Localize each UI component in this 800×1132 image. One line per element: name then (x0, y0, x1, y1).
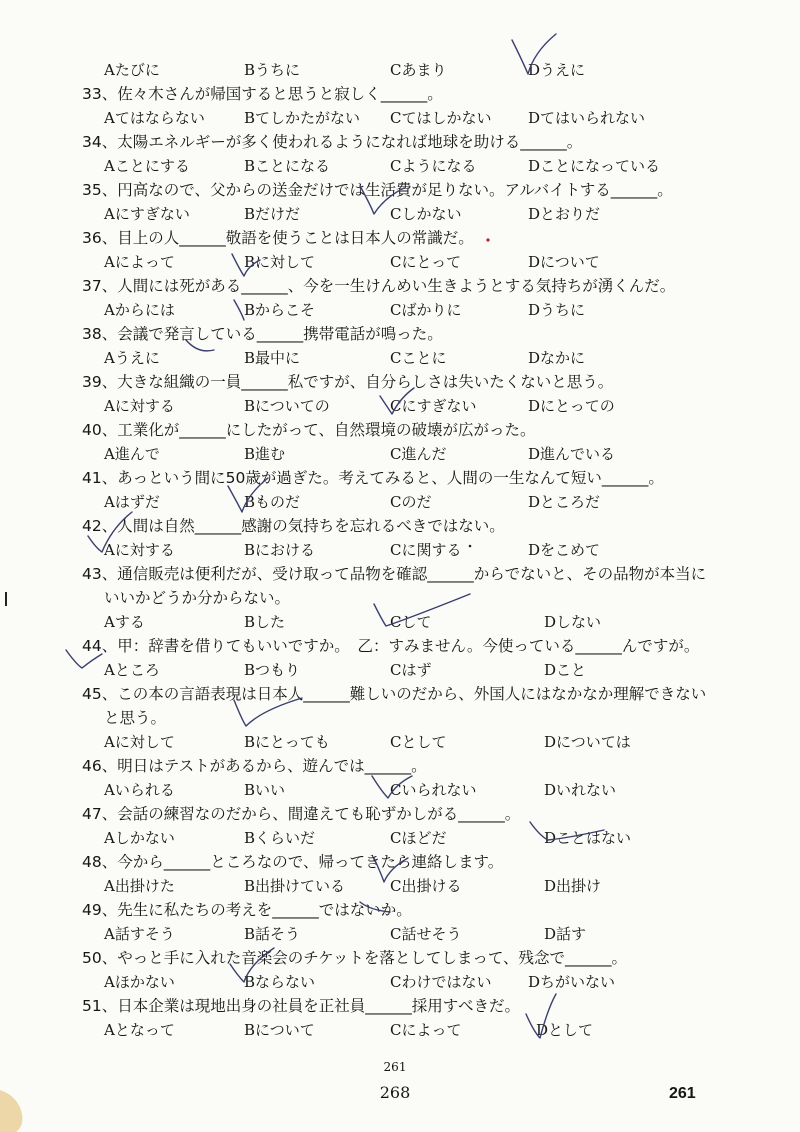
option-a: Aことにする (104, 157, 190, 175)
question-37-options (104, 298, 664, 322)
question-number: 47 、 (82, 805, 117, 823)
option-a: Aからには (104, 301, 175, 319)
question-number: 45 、 (82, 685, 117, 703)
option-b: Bものだ (244, 493, 301, 511)
question-43 (82, 562, 722, 586)
question-number: 48 、 (82, 853, 117, 871)
question-number: 36 、 (82, 229, 117, 247)
question-number: 43 、 (82, 565, 117, 583)
option-c: Cほどだ (390, 829, 447, 847)
option-c: Cあまり (390, 61, 447, 79)
question-47-options (104, 826, 664, 850)
question-43-continuation: いいかどうか分からない。 (104, 589, 291, 607)
page-number-bold: 261 (669, 1085, 696, 1102)
question-36 (82, 226, 722, 250)
option-d: Dなかに (528, 349, 586, 367)
question-number: 35 、 (82, 181, 117, 199)
option-b: B最中に (244, 349, 301, 367)
option-a: Aほかない (104, 973, 175, 991)
option-c: Cのだ (390, 493, 432, 511)
option-d: Dについて (528, 253, 600, 271)
question-48-options (104, 874, 664, 898)
option-b: Bことになる (244, 157, 331, 175)
question-number: 51 、 (82, 997, 117, 1015)
option-b: Bにおける (244, 541, 316, 559)
question-number: 41 、 (82, 469, 117, 487)
option-c: C進んだ (390, 445, 447, 463)
question-33 (82, 82, 722, 106)
option-c: C話せそう (390, 925, 462, 943)
question-49 (82, 898, 722, 922)
option-b: Bした (244, 613, 286, 631)
option-a: Aたびに (104, 61, 160, 79)
option-d: Dいれない (544, 781, 617, 799)
question-33-options (104, 106, 664, 130)
question-stem: 人間は自然______感謝の気持ちを忘れるべきではない。 (117, 517, 505, 535)
question-48 (82, 850, 722, 874)
option-a: Aに対する (104, 541, 175, 559)
question-39 (82, 370, 722, 394)
question-37 (82, 274, 722, 298)
prev-question-options (104, 58, 664, 82)
question-40 (82, 418, 722, 442)
page-number-mid: 268 (379, 1083, 411, 1102)
question-45 (82, 682, 722, 706)
option-a: Aに対する (104, 397, 175, 415)
question-36-options (104, 250, 664, 274)
question-stem: 甲：辞書を借りてもいいですか。 乙：すみません。今使っている______んですが。 (117, 637, 700, 655)
question-43-options (104, 610, 664, 634)
option-b: B進む (244, 445, 286, 463)
option-a: Aにすぎない (104, 205, 190, 223)
question-51 (82, 994, 722, 1018)
option-c: Cばかりに (390, 301, 462, 319)
option-c: Cわけではない (390, 973, 492, 991)
option-b: Bならない (244, 973, 316, 991)
page-number-small: 261 (383, 1060, 407, 1074)
question-50 (82, 946, 722, 970)
option-d: Dてはいられない (528, 109, 646, 127)
question-number: 39 、 (82, 373, 117, 391)
option-c: Cとして (390, 733, 447, 751)
option-a: Aところ (104, 661, 160, 679)
option-b: B出掛けている (244, 877, 346, 895)
question-number: 44 、 (82, 637, 117, 655)
option-b: Bくらいだ (244, 829, 316, 847)
option-d: Dうちに (528, 301, 586, 319)
question-42 (82, 514, 722, 538)
option-b: Bうちに (244, 61, 301, 79)
question-35-options (104, 202, 664, 226)
question-stem: 大きな組織の一員______私ですが、自分らしさは失いたくないと思う。 (117, 373, 614, 391)
question-stem: 円高なので、父からの送金だけでは生活費が足りない。アルバイトする______。 (117, 181, 673, 199)
question-34 (82, 130, 722, 154)
question-38-options (104, 346, 664, 370)
option-a: Aとなって (104, 1021, 175, 1039)
question-number: 33 、 (82, 85, 117, 103)
option-d: Dところだ (528, 493, 601, 511)
option-c: Cにとって (390, 253, 462, 271)
paper-stain (0, 1080, 40, 1132)
option-c: Cに関する (390, 541, 462, 559)
option-d: Dとして (536, 1021, 594, 1039)
option-b: Bつもり (244, 661, 301, 679)
question-stem: 太陽エネルギーが多く使われるようになれば地球を助ける______。 (117, 133, 583, 151)
question-stem: 先生に私たちの考えを______ではないか。 (117, 901, 412, 919)
question-40-options (104, 442, 664, 466)
option-d: Dこと (544, 661, 587, 679)
question-39-options (104, 394, 664, 418)
option-b: Bに対して (244, 253, 316, 271)
option-c: Cにすぎない (390, 397, 477, 415)
question-number: 40 、 (82, 421, 117, 439)
question-number: 38 、 (82, 325, 117, 343)
question-47 (82, 802, 722, 826)
option-a: A進んで (104, 445, 160, 463)
option-a: Aうえに (104, 349, 160, 367)
question-49-options (104, 922, 664, 946)
question-35 (82, 178, 722, 202)
question-44-options (104, 658, 664, 682)
option-c: C出掛ける (390, 877, 462, 895)
question-stem: 工業化が______にしたがって、自然環境の破壊が広がった。 (117, 421, 536, 439)
question-stem: 目上の人______敬語を使うことは日本人の常識だ。 (117, 229, 474, 247)
option-d: Dちがいない (528, 973, 616, 991)
option-a: Aする (104, 613, 145, 631)
option-c: Cようになる (390, 157, 477, 175)
option-c: Cことに (390, 349, 447, 367)
question-50-options (104, 970, 664, 994)
question-45-continuation: と思う。 (104, 709, 167, 727)
option-a: Aに対して (104, 733, 175, 751)
question-42-options (104, 538, 664, 562)
question-number: 46 、 (82, 757, 117, 775)
option-d: D話す (544, 925, 587, 943)
option-d: Dについては (544, 733, 631, 751)
question-number: 34 、 (82, 133, 117, 151)
option-c: Cしかない (390, 205, 462, 223)
question-stem: あっという間に50歳が過ぎた。考えてみると、人間の一生なんて短い______。 (117, 469, 664, 487)
option-a: Aてはならない (104, 109, 205, 127)
option-d: Dとおりだ (528, 205, 601, 223)
option-d: D出掛け (544, 877, 602, 895)
question-41-options (104, 490, 664, 514)
option-a: A出掛けた (104, 877, 175, 895)
option-a: Aによって (104, 253, 175, 271)
option-d: Dうえに (528, 61, 586, 79)
question-46-options (104, 778, 664, 802)
question-number: 50 、 (82, 949, 117, 967)
option-d: Dことになっている (528, 157, 661, 175)
option-c: Cして (390, 613, 432, 631)
option-b: Bいい (244, 781, 286, 799)
option-b: Bからこそ (244, 301, 316, 319)
question-stem: 通信販売は便利だが、受け取って品物を確認______からでないと、その品物が本当に (117, 565, 707, 583)
option-a: Aしかない (104, 829, 175, 847)
option-d: Dしない (544, 613, 602, 631)
option-a: A話すそう (104, 925, 175, 943)
option-d: D進んでいる (528, 445, 616, 463)
option-d: Dにとっての (528, 397, 615, 415)
option-b: Bにとっても (244, 733, 330, 751)
question-stem: 佐々木さんが帰国すると思うと寂しく______。 (117, 85, 443, 103)
question-44 (82, 634, 722, 658)
question-number: 37 、 (82, 277, 117, 295)
question-number: 42 、 (82, 517, 117, 535)
question-stem: 日本企業は現地出身の社員を正社員______採用すべきだ。 (117, 997, 520, 1015)
option-d: Dことはない (544, 829, 632, 847)
question-stem: 今から______ところなので、帰ってきたら連絡します。 (117, 853, 504, 871)
option-c: Cてはしかない (390, 109, 492, 127)
option-b: Bだけだ (244, 205, 301, 223)
option-d: Dをこめて (528, 541, 601, 559)
option-c: Cはず (390, 661, 432, 679)
option-a: Aはずだ (104, 493, 160, 511)
option-b: B話そう (244, 925, 301, 943)
question-stem: 会議で発言している______携帯電話が鳴った。 (117, 325, 443, 343)
question-stem: やっと手に入れた音楽会のチケットを落としてしまって、残念で______。 (117, 949, 628, 967)
option-a: Aいられる (104, 781, 175, 799)
option-c: Cによって (390, 1021, 462, 1039)
question-stem: 人間には死がある______、今を一生けんめい生きようとする気持ちが湧くんだ。 (117, 277, 676, 295)
option-b: Bについて (244, 1021, 315, 1039)
question-stem: この本の言語表現は日本人______難しいのだから、外国人にはなかなか理解できない (117, 685, 707, 703)
question-stem: 会話の練習なのだから、間違えても恥ずかしがる______。 (117, 805, 521, 823)
option-c: Cいられない (390, 781, 477, 799)
question-51-options (104, 1018, 664, 1042)
question-46 (82, 754, 722, 778)
question-45-options (104, 730, 664, 754)
option-b: Bてしかたがない (244, 109, 361, 127)
question-stem: 明日はテストがあるから、遊んでは______。 (117, 757, 427, 775)
option-b: Bについての (244, 397, 330, 415)
question-38 (82, 322, 722, 346)
question-41 (82, 466, 722, 490)
question-34-options (104, 154, 664, 178)
question-number: 49 、 (82, 901, 117, 919)
